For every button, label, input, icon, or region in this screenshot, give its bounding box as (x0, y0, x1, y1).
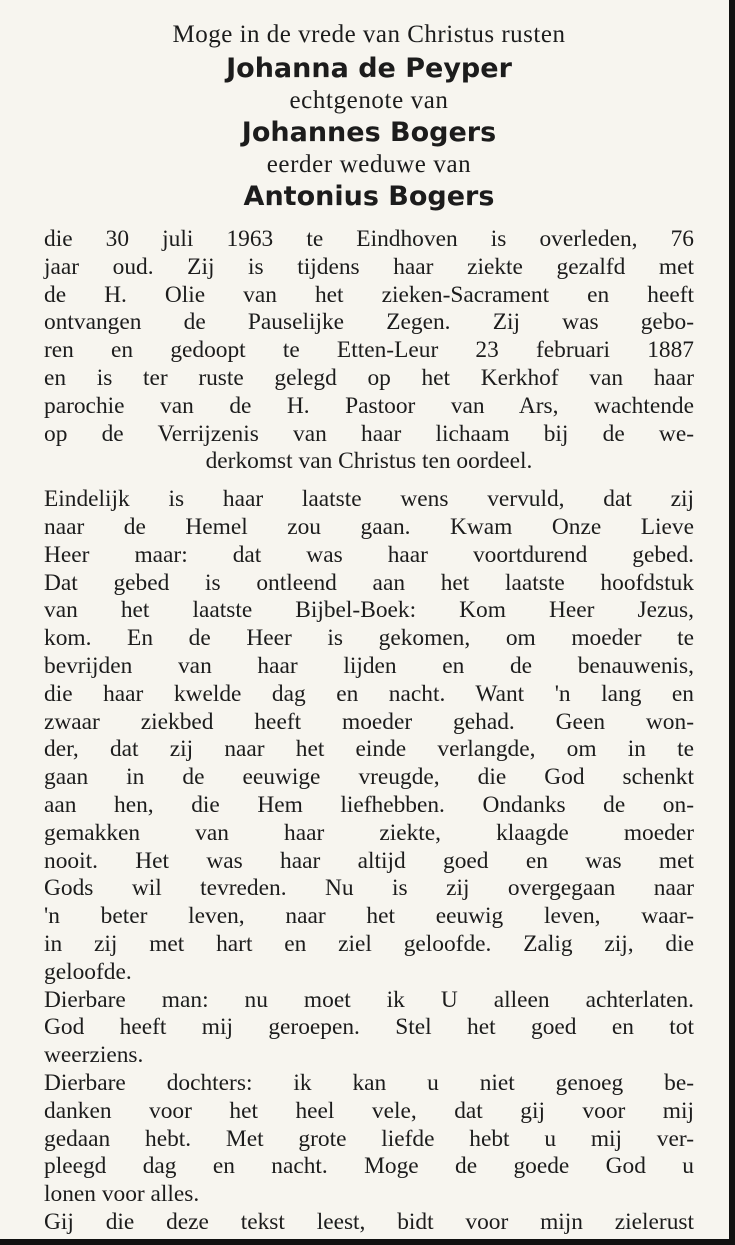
text-line: in zij met hart en ziel geloofde. Zalig zij, die (44, 930, 694, 957)
biography-paragraph (44, 226, 694, 476)
deceased-name: Johanna de Peyper (226, 53, 512, 84)
text-line: Gods wil tevreden. Nu is zij overgegaan naar (44, 875, 694, 902)
text-line: parochie van de H. Pastoor van Ars, wachtende (44, 392, 694, 419)
text-line: 'n beter leven, naar het eeuwig leven, waar- (44, 903, 694, 930)
text-line: van het laatste Bijbel-Boek: Kom Heer Jezus, (44, 597, 694, 624)
text-line: die 30 juli 1963 te Eindhoven is overleden, 76 (44, 226, 694, 252)
text-line: Dierbare man: nu moet ik U alleen achterlaten. (44, 986, 694, 1013)
text-line: gemakken van haar ziekte, klaagde moeder (44, 819, 694, 846)
text-line: der, dat zij naar het einde verlangde, om in te (44, 736, 694, 763)
closing-prayer (44, 1209, 694, 1237)
text-line: die haar kwelde dag en nacht. Want 'n lang en (44, 680, 694, 707)
text-line: jaar oud. Zij is tijdens haar ziekte gezalfd met (44, 253, 694, 280)
opening-prayer: Moge in de vrede van Christus rusten (172, 21, 566, 48)
spouse-label: echtgenote van (289, 87, 449, 114)
text-line: weerziens. (44, 1042, 144, 1069)
text-line: pleegd dag en nacht. Moge de goede God u (44, 1153, 694, 1180)
text-line: lonen voor alles. (44, 1181, 200, 1208)
text-line: geloofde. (44, 958, 132, 985)
text-line: Gij die deze tekst leest, bidt voor mijn zielerust (44, 1208, 694, 1235)
text-line: aan hen, die Hem liefhebben. Ondanks de on- (44, 791, 694, 818)
former-spouse-name: Antonius Bogers (243, 181, 495, 212)
text-line: Eindelijk is haar laatste wens vervuld, dat zij (44, 486, 694, 513)
widow-label: eerder weduwe van (266, 151, 472, 178)
text-line: naar de Hemel zou gaan. Kwam Onze Lieve (44, 513, 694, 540)
text-line: ren en gedoopt te Etten-Leur 23 februari 1887 (44, 337, 694, 364)
text-line: God heeft mij geroepen. Stel het goed en tot (44, 1014, 694, 1041)
text-line: gaan in de eeuwige vreugde, die God schenkt (44, 764, 694, 791)
text-line: nooit. Het was haar altijd goed en was met (44, 847, 694, 874)
message-to-husband (44, 987, 694, 1070)
text-line: Heer maar: dat was haar voortdurend gebed. (44, 541, 694, 568)
text-line: ontvangen de Pauselijke Zegen. Zij was gebo- (44, 309, 694, 336)
card-content (44, 18, 694, 1237)
text-line: Dat gebed is ontleend aan het laatste hoofdstuk (44, 569, 694, 596)
text-line: zwaar ziekbed heeft moeder gehad. Geen won- (44, 708, 694, 735)
text-line: op de Verrijzenis van haar lichaam bij de we- (44, 420, 694, 447)
text-line: danken voor het heel vele, dat gij voor mij (44, 1097, 694, 1124)
spouse-name: Johannes Bogers (241, 117, 497, 148)
message-to-daughters (44, 1070, 694, 1209)
reflection-paragraph (44, 486, 694, 986)
text-line: kom. En de Heer is gekomen, om moeder te (44, 625, 694, 652)
text-line: derkomst van Christus ten oordeel. (205, 448, 533, 475)
text-line: Dierbare dochters: ik kan u niet genoeg be- (44, 1069, 694, 1096)
text-line: de H. Olie van het zieken-Sacrament en heeft (44, 281, 694, 308)
text-line: en is ter ruste gelegd op het Kerkhof van haar (44, 364, 694, 391)
text-line: bevrijden van haar lijden en de benauwenis, (44, 652, 694, 679)
text-line: gedaan hebt. Met grote liefde hebt u mij ver- (44, 1125, 694, 1152)
